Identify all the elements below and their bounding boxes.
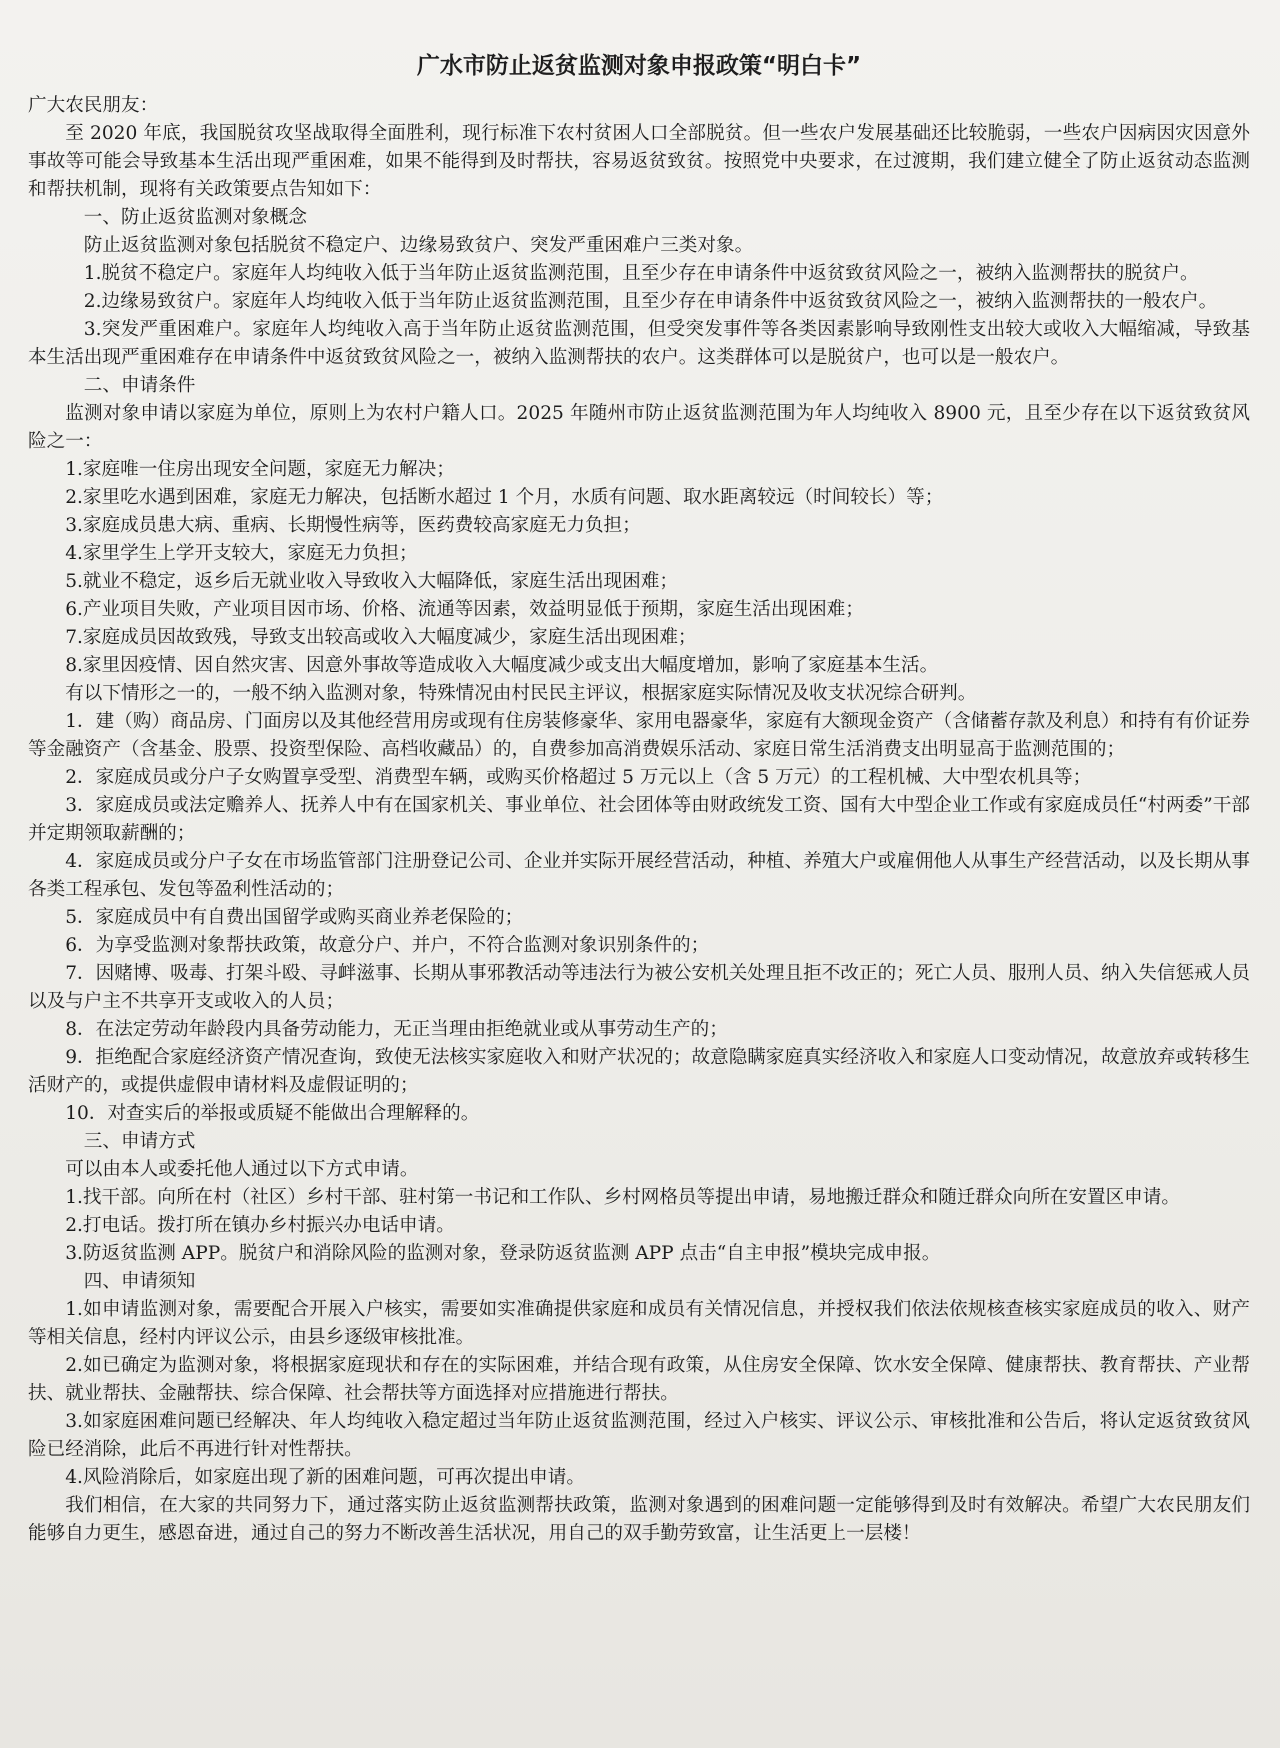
method-item: 2.打电话。拨打所在镇办乡村振兴办电话申请。 [65, 1215, 455, 1236]
risk-item: 8.家里因疫情、因自然灾害、因意外事故等造成收入大幅度减少或支出大幅度增加，影响了家庭基本生活。 [65, 655, 939, 676]
risk-item: 6.产业项目失败，产业项目因市场、价格、流通等因素，效益明显低于预期，家庭生活出现困难； [65, 599, 864, 620]
document-title: 广水市防止返贫监测对象申报政策“明白卡” [416, 53, 862, 79]
risk-item: 4.家里学生上学开支较大，家庭无力负担； [65, 543, 418, 564]
exclusion-item: 4．家庭成员或分户子女在市场监管部门注册登记公司、企业并实际开展经营活动，种植、养殖大户或雇佣他人从事生产经营活动，以及长期从事各类工程承包、发包等盈利性活动的； [28, 851, 1250, 900]
exclusion-item: 1．建（购）商品房、门面房以及其他经营用房或现有住房装修豪华、家用电器豪华，家庭有大额现金资产（含储蓄存款及利息）和持有有价证券等金融资产（含基金、股票、投资型保险、高档收藏品）的，自费参加高消费娱乐活动、家庭日常生活消费支出明显高于监测范围的； [28, 711, 1250, 760]
exclusion-item: 2．家庭成员或分户子女购置享受型、消费型车辆，或购买价格超过 5 万元以上（含 5 万元）的工程机械、大中型农机具等； [65, 767, 1092, 788]
greeting: 广大农民朋友： [28, 95, 159, 116]
intro-paragraph: 至 2020 年底，我国脱贫攻坚战取得全面胜利，现行标准下农村贫困人口全部脱贫。但一些农户发展基础还比较脆弱，一些农户因病因灾因意外事故等可能会导致基本生活出现严重困难，如果不能得到及时帮扶，容易返贫致贫。按照党中央要求，在过渡期，我们建立健全了防止返贫动态监测和帮扶机制，现将有关政策要点告知如下： [28, 123, 1250, 200]
risk-item: 2.家里吃水遇到困难，家庭无力解决，包括断水超过 1 个月，水质有问题、取水距离较远（时间较长）等； [65, 487, 944, 508]
exclusion-item: 7．因赌博、吸毒、打架斗殴、寻衅滋事、长期从事邪教活动等违法行为被公安机关处理且拒不改正的；死亡人员、服刑人员、纳入失信惩戒人员以及与户主不共享开支或收入的人员； [28, 963, 1250, 1012]
concept-item: 1.脱贫不稳定户。家庭年人均纯收入低于当年防止返贫监测范围，且至少存在申请条件中返贫致贫风险之一，被纳入监测帮扶的脱贫户。 [83, 263, 1199, 284]
risk-item: 5.就业不稳定，返乡后无就业收入导致收入大幅降低，家庭生活出现困难； [65, 571, 678, 592]
document-body [28, 48, 1250, 1548]
note-item: 2.如已确定为监测对象，将根据家庭现状和存在的实际困难，并结合现有政策，从住房安全保障、饮水安全保障、健康帮扶、教育帮扶、产业帮扶、就业帮扶、金融帮扶、综合保障、社会帮扶等方面选择对应措施进行帮扶。 [28, 1355, 1250, 1404]
exclusion-item: 8．在法定劳动年龄段内具备劳动能力，无正当理由拒绝就业或从事劳动生产的； [65, 1019, 728, 1040]
concept-lead: 防止返贫监测对象包括脱贫不稳定户、边缘易致贫户、突发严重困难户三类对象。 [83, 235, 754, 256]
section-heading-conditions: 二、申请条件 [83, 375, 196, 396]
note-item: 1.如申请监测对象，需要配合开展入户核实，需要如实准确提供家庭和成员有关情况信息，并授权我们依法依规核查核实家庭成员的收入、财产等相关信息，经村内评议公示，由县乡逐级审核批准。 [28, 1299, 1250, 1348]
exclusion-item: 6．为享受监测对象帮扶政策，故意分户、并户，不符合监测对象识别条件的； [65, 935, 710, 956]
conditions-lead: 监测对象申请以家庭为单位，原则上为农村户籍人口。2025 年随州市防止返贫监测范围为年人均纯收入 8900 元，且至少存在以下返贫致贫风险之一： [28, 403, 1250, 452]
section-heading-concept: 一、防止返贫监测对象概念 [83, 207, 307, 228]
concept-item: 2.边缘易致贫户。家庭年人均纯收入低于当年防止返贫监测范围，且至少存在申请条件中返贫致贫风险之一，被纳入监测帮扶的一般农户。 [83, 291, 1218, 312]
section-heading-notes: 四、申请须知 [83, 1271, 196, 1292]
risk-item: 7.家庭成员因故致残，导致支出较高或收入大幅度减少，家庭生活出现困难； [65, 627, 697, 648]
risk-item: 3.家庭成员患大病、重病、长期慢性病等，医药费较高家庭无力负担； [65, 515, 641, 536]
method-item: 1.找干部。向所在村（社区）乡村干部、驻村第一书记和工作队、乡村网格员等提出申请，易地搬迁群众和随迁群众向所在安置区申请。 [65, 1187, 1180, 1208]
section-heading-methods: 三、申请方式 [83, 1131, 196, 1152]
exclusion-item: 5．家庭成员中有自费出国留学或购买商业养老保险的； [65, 907, 524, 928]
concept-item: 3.突发严重困难户。家庭年人均纯收入高于当年防止返贫监测范围，但受突发事件等各类因素影响导致刚性支出较大或收入大幅缩减，导致基本生活出现严重困难存在申请条件中返贫致贫风险之一，被纳入监测帮扶的农户。这类群体可以是脱贫户，也可以是一般农户。 [28, 319, 1250, 368]
note-item: 3.如家庭困难问题已经解决、年人均纯收入稳定超过当年防止返贫监测范围，经过入户核实、评议公示、审核批准和公告后，将认定返贫致贫风险已经消除，此后不再进行针对性帮扶。 [28, 1411, 1250, 1460]
risk-item: 1.家庭唯一住房出现安全问题，家庭无力解决； [65, 459, 455, 480]
method-item: 3.防返贫监测 APP。脱贫户和消除风险的监测对象，登录防返贫监测 APP 点击“自主申报”模块完成申报。 [65, 1243, 941, 1264]
methods-lead: 可以由本人或委托他人通过以下方式申请。 [65, 1159, 419, 1180]
note-item: 4.风险消除后，如家庭出现了新的困难问题，可再次提出申请。 [65, 1467, 585, 1488]
exclusion-item: 3．家庭成员或法定赡养人、抚养人中有在国家机关、事业单位、社会团体等由财政统发工资、国有大中型企业工作或有家庭成员任“村两委”干部并定期领取薪酬的； [28, 795, 1250, 844]
closing-paragraph: 我们相信，在大家的共同努力下，通过落实防止返贫监测帮扶政策，监测对象遇到的困难问题一定能够得到及时有效解决。希望广大农民朋友们能够自力更生，感恩奋进，通过自己的努力不断改善生活状况，用自己的双手勤劳致富，让生活更上一层楼！ [28, 1495, 1250, 1544]
exclusion-lead: 有以下情形之一的，一般不纳入监测对象，特殊情况由村民民主评议，根据家庭实际情况及收支状况综合研判。 [65, 683, 977, 704]
exclusion-item: 9．拒绝配合家庭经济资产情况查询，致使无法核实家庭收入和财产状况的；故意隐瞒家庭真实经济收入和家庭人口变动情况，故意放弃或转移生活财产的，或提供虚假申请材料及虚假证明的； [28, 1047, 1250, 1096]
exclusion-item: 10．对查实后的举报或质疑不能做出合理解释的。 [65, 1103, 480, 1124]
